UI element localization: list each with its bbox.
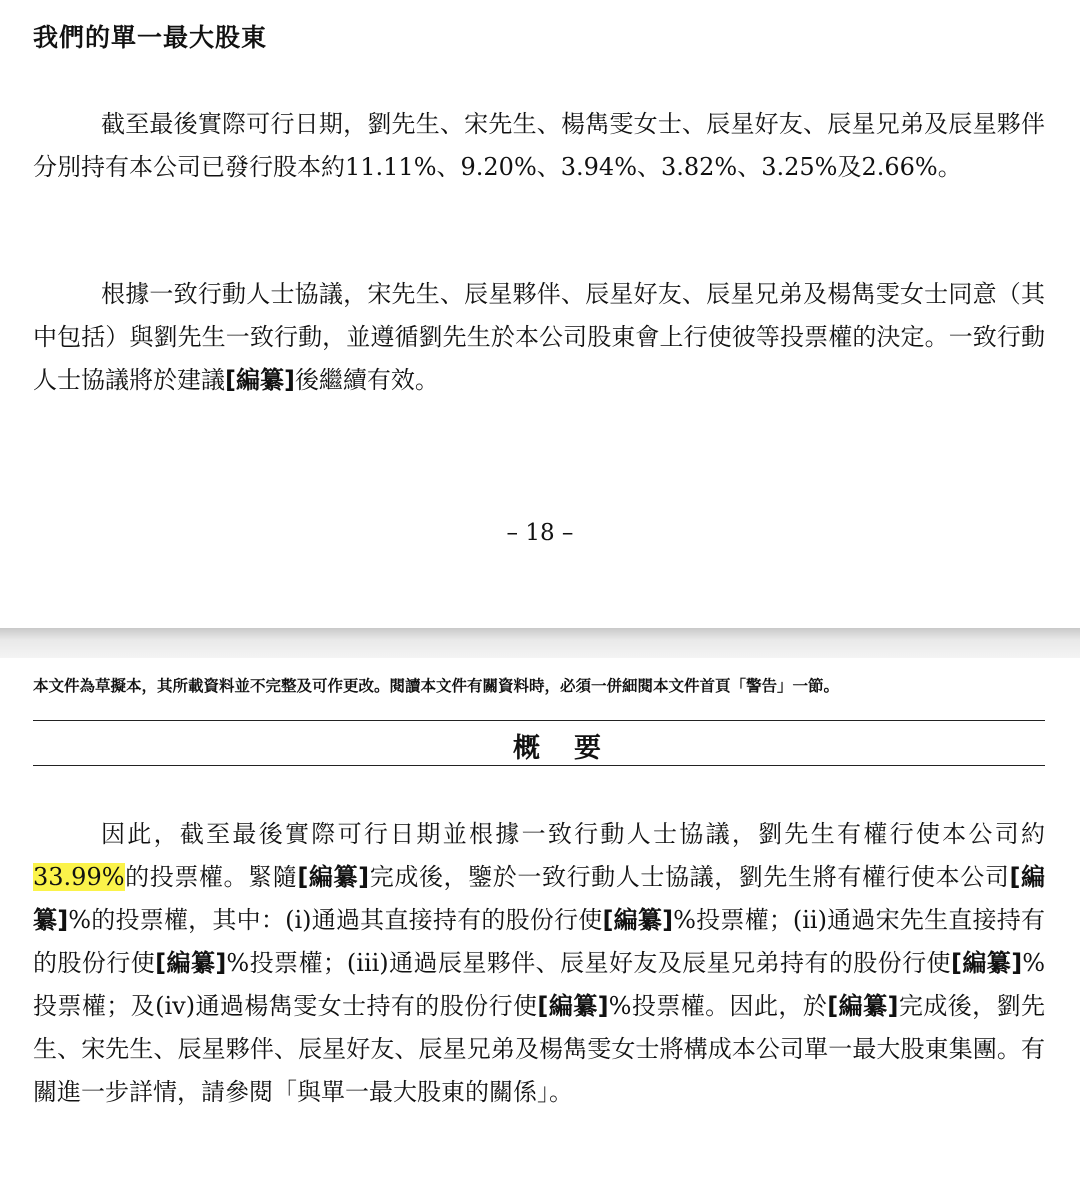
draft-disclaimer: 本文件為草擬本，其所載資料並不完整及可作更改。閱讀本文件有關資料時，必須一併細閱本文件首頁「警告」一節。 bbox=[33, 677, 840, 695]
text-segment: 完成後，鑒於一致行動人士協議，劉先生將有權行使本公司 bbox=[369, 863, 1010, 891]
text-segment: %的投票權，其中：(i)通過其直接持有的股份行使 bbox=[68, 906, 603, 934]
page-number: – 18 – bbox=[506, 520, 574, 546]
title-rule-bottom bbox=[33, 765, 1045, 766]
text-segment: %投票權；(ii)通過宋先生直接持有的股份行使 bbox=[33, 906, 1046, 977]
text-segment: 完成後，劉先生、宋先生、辰星夥伴、辰星好友、辰星兄弟及楊雋雯女士將構成本公司單一最大股東集團。有關進一步詳情，請參閱「與單一最大股東的關係」。 bbox=[33, 992, 1046, 1106]
redacted-marker: [編纂] bbox=[602, 906, 674, 934]
text-segment: 因此，截至最後實際可行日期並根據一致行動人士協議，劉先生有權行使本公司約 bbox=[101, 820, 1045, 848]
redacted-marker: [編纂] bbox=[537, 992, 609, 1020]
text-segment: 根據一致行動人士協議，宋先生、辰星夥伴、辰星好友、辰星兄弟及楊雋雯女士同意（其中包括）與劉先生一致行動，並遵循劉先生於本公司股東會上行使彼等投票權的決定。一致行動人士協議將於建議 bbox=[33, 280, 1045, 394]
text-segment: 的投票權。緊隨 bbox=[124, 863, 298, 891]
summary-title: 概要 bbox=[513, 733, 635, 764]
highlighted-percentage: 33.99% bbox=[33, 863, 125, 891]
paragraph-voting-rights bbox=[33, 813, 1045, 1114]
redacted-marker: [編纂] bbox=[827, 992, 899, 1020]
text-segment: %投票權。因此，於 bbox=[608, 992, 828, 1020]
title-rule-top bbox=[33, 720, 1045, 721]
text-segment: %投票權；及(iv)通過楊雋雯女士持有的股份行使 bbox=[33, 949, 1046, 1020]
redacted-marker: [編纂] bbox=[155, 949, 227, 977]
section-heading: 我們的單一最大股東 bbox=[33, 23, 268, 52]
paragraph-concert-agreement bbox=[33, 273, 1045, 402]
text-segment: 後繼續有效。 bbox=[294, 366, 439, 394]
redacted-marker: [編纂] bbox=[225, 366, 295, 394]
redacted-marker: [編纂] bbox=[297, 863, 370, 891]
redacted-marker: [編纂] bbox=[33, 863, 1046, 934]
document-page-bottom bbox=[0, 658, 1080, 1178]
redacted-marker: [編纂] bbox=[950, 949, 1023, 977]
paragraph-shareholding: 截至最後實際可行日期，劉先生、宋先生、楊雋雯女士、辰星好友、辰星兄弟及辰星夥伴分別持有本公司已發行股本約11.11%、9.20%、3.94%、3.82%、3.25%及2.66%。 bbox=[33, 110, 1045, 181]
page-separator bbox=[0, 628, 1080, 658]
text-segment: %投票權；(iii)通過辰星夥伴、辰星好友及辰星兄弟持有的股份行使 bbox=[226, 949, 951, 977]
